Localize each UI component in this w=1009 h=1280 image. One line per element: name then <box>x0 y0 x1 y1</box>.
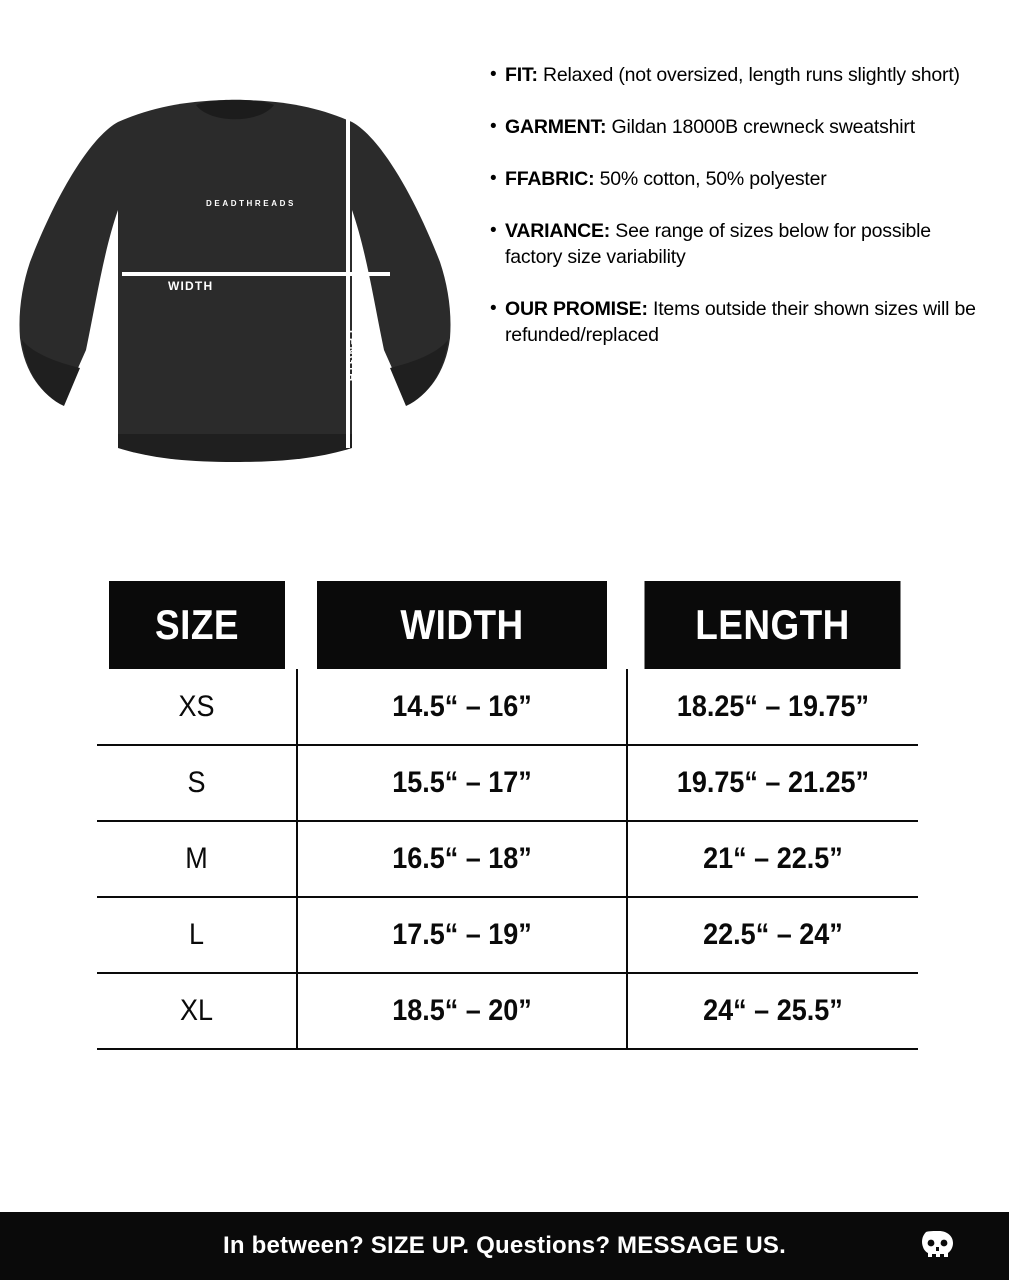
cell-length: 21“ – 22.5” <box>642 821 904 897</box>
garment-illustration <box>0 0 470 500</box>
cell-size: M <box>107 821 287 897</box>
table-row <box>97 973 918 1049</box>
bullet-label: FIT: <box>505 64 538 86</box>
bullet-dot-icon: • <box>490 168 497 189</box>
bullet-dot-icon: • <box>490 298 497 319</box>
footer-bar <box>0 1212 1009 1280</box>
cell-size: L <box>107 897 287 973</box>
cell-size: XS <box>107 669 287 745</box>
table-header-row <box>97 581 918 669</box>
bullet-text: See range of sizes below for possible factory size variability <box>505 220 931 268</box>
cell-width: 16.5“ – 18” <box>314 821 611 897</box>
cell-length: 18.25“ – 19.75” <box>642 669 904 745</box>
table-row <box>97 745 918 821</box>
bullet-dot-icon: • <box>490 64 497 85</box>
size-table <box>97 581 918 1050</box>
spec-bullet-list <box>470 0 1009 520</box>
column-header-length: LENGTH <box>644 581 900 669</box>
cell-width: 18.5“ – 20” <box>314 973 611 1049</box>
bullet-text: Items outside their shown sizes will be refunded/replaced <box>505 298 976 346</box>
cell-size: S <box>107 745 287 821</box>
bullet-label: VARIANCE: <box>505 220 611 242</box>
footer-message: In between? SIZE UP. Questions? MESSAGE US. <box>223 1232 786 1259</box>
size-table-container <box>97 581 918 1050</box>
bullet-label: GARMENT: <box>505 116 607 138</box>
cell-width: 14.5“ – 16” <box>314 669 611 745</box>
length-measure-label: LENGTH <box>345 330 357 383</box>
table-row <box>97 897 918 973</box>
bullet-label: FFABRIC: <box>505 168 595 190</box>
list-item <box>490 218 993 270</box>
table-row <box>97 669 918 745</box>
bullet-text: Relaxed (not oversized, length runs slightly short) <box>537 64 960 86</box>
garment-brand-print: DEADTHREADS <box>206 199 296 208</box>
cell-length: 22.5“ – 24” <box>642 897 904 973</box>
list-item <box>490 296 993 348</box>
bullet-dot-icon: • <box>490 220 497 241</box>
table-body <box>97 669 918 1049</box>
top-section <box>0 0 1009 520</box>
list-item <box>490 166 993 192</box>
bullet-text: 50% cotton, 50% polyester <box>594 168 827 190</box>
list-item <box>490 62 993 88</box>
skull-icon <box>917 1226 959 1266</box>
bullet-label: OUR PROMISE: <box>505 298 648 320</box>
cell-size: XL <box>107 973 287 1049</box>
cell-length: 19.75“ – 21.25” <box>642 745 904 821</box>
sweatshirt-graphic <box>0 50 470 470</box>
table-header <box>97 581 918 669</box>
width-measure-label: WIDTH <box>168 279 214 293</box>
bullet-dot-icon: • <box>490 116 497 137</box>
list-item <box>490 114 993 140</box>
cell-length: 24“ – 25.5” <box>642 973 904 1049</box>
column-header-width: WIDTH <box>317 581 607 669</box>
cell-width: 17.5“ – 19” <box>314 897 611 973</box>
bullet-text: Gildan 18000B crewneck sweatshirt <box>606 116 915 138</box>
cell-width: 15.5“ – 17” <box>314 745 611 821</box>
table-row <box>97 821 918 897</box>
column-header-size: SIZE <box>109 581 285 669</box>
